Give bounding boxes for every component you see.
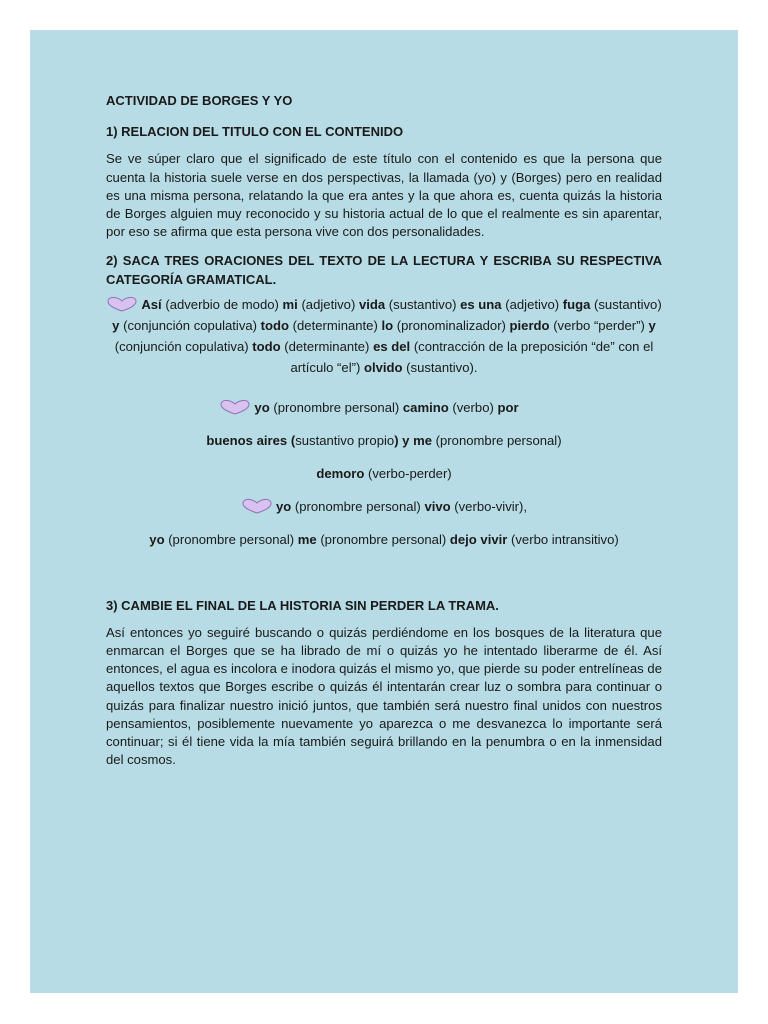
term-bold: olvido [363,359,403,375]
term-bold: camino [402,399,449,415]
term-category: (adjetivo) [501,297,563,313]
term-category: (pronombre personal) [164,531,298,547]
term-bold: ) y me [394,432,433,448]
term-category: (sustantivo) [385,297,461,313]
term-category: (verbo-perder) [364,465,452,481]
term-category: (pronombre personal) [316,531,450,547]
term-bold: por [497,399,519,415]
term-bold: fuga [562,297,591,313]
sentence-2 [106,399,662,483]
term-bold: pierdo [509,318,550,334]
term-category: (adjetivo) [297,297,359,313]
section-3-body: Así entonces yo seguiré buscando o quizás perdiéndome en los bosques de la literatura que enmarcan el Borges que se ha librado de mí o quizás yo he intentado liberarme de él. Así entonces, el agua es incolora e inodora quizás el mismo yo, que pierde su poder entrelíneas de aquellos textos que Borges escribe o quizás él intentarán crear luz o sombra para continuar o quizás para finalizar nuestro inició juntos, que también será nuestro final unidos con nuestros pensamientos, posiblemente nuevamente yo aparezca o me desvanezca lo importante será continuar; si él tiene vida la mía también seguirá brillando en la penumbra o en la inmensidad del cosmos. [106,624,662,768]
section-1-heading: 1) RELACION DEL TITULO CON EL CONTENIDO [106,124,404,140]
term-bold: me [297,531,317,547]
term-category: (conjunción copulativa) [119,318,261,334]
term-bold: lo [381,318,394,334]
term-category: (pronombre personal) [269,399,403,415]
term-category: (verbo intransitivo) [507,531,619,547]
term-bold: demoro [316,465,365,481]
term-category: (contracción de la preposición “de” con el artículo “el”) [290,339,654,375]
document-page [30,30,738,993]
heart-bullet-icon [106,296,138,312]
term-category: (verbo “perder”) [549,318,649,334]
sentence-1 [106,295,662,378]
term-category: (determinante) [280,339,374,355]
term-bold: dejo vivir [449,531,508,547]
section-3-heading: 3) CAMBIE EL FINAL DE LA HISTORIA SIN PERDER LA TRAMA. [106,597,499,613]
sentence-line [106,531,662,549]
term-category: (verbo-vivir), [450,498,528,514]
term-category: (determinante) [289,318,382,334]
term-bold: mi [282,297,298,313]
term-bold: es del [373,339,411,355]
term-bold: y [112,318,120,334]
term-category: (sustantivo). [402,359,478,375]
term-category: (conjunción copulativa) [114,339,253,355]
sentence-line [106,432,662,450]
term-bold: yo [275,498,292,514]
term-bold: todo [252,339,281,355]
term-bold: vida [358,297,386,313]
term-bold: y [648,318,656,334]
term-category: (verbo) [448,399,498,415]
section-1-body: Se ve súper claro que el significado de este título con el contenido es que la persona que cuenta la historia suele verse en dos perspectivas, la llamada (yo) y (Borges) pero en realidad es una misma persona, relatando la que era antes y la que ahora es, cuenta quizás la historia de Borges alguien muy reconocido y su historia actual de lo que el realmente es sin aparentar, por eso se afirma que esta persona vive con dos personalidades. [106,151,662,240]
document-title: ACTIVIDAD DE BORGES Y YO [106,93,293,108]
term-category: (sustantivo) [590,297,662,313]
term-bold: buenos aires ( [206,432,296,448]
term-bold: todo [260,318,290,334]
term-bold: Así [141,297,162,313]
term-bold: vivo [424,498,451,514]
term-bold: yo [149,531,165,547]
term-category: (adverbio de modo) [161,297,283,313]
sentence-line [106,498,662,516]
heart-bullet-icon [241,498,273,514]
sentence-line [106,465,662,483]
document-content [106,92,662,779]
term-category: sustantivo propio [295,432,395,448]
sentence-3 [106,498,662,549]
heart-bullet-icon [219,399,251,415]
term-bold: yo [254,399,270,415]
term-category: (pronombre personal) [291,498,425,514]
term-category: (pronominalizador) [393,318,510,334]
term-category: (pronombre personal) [432,432,562,448]
sentence-line [76,399,662,417]
term-bold: es una [460,297,502,313]
section-2-heading: 2) SACA TRES ORACIONES DEL TEXTO DE LA LECTURA Y ESCRIBA SU RESPECTIVA CATEGORÍA GRAMATICAL. [106,253,662,288]
